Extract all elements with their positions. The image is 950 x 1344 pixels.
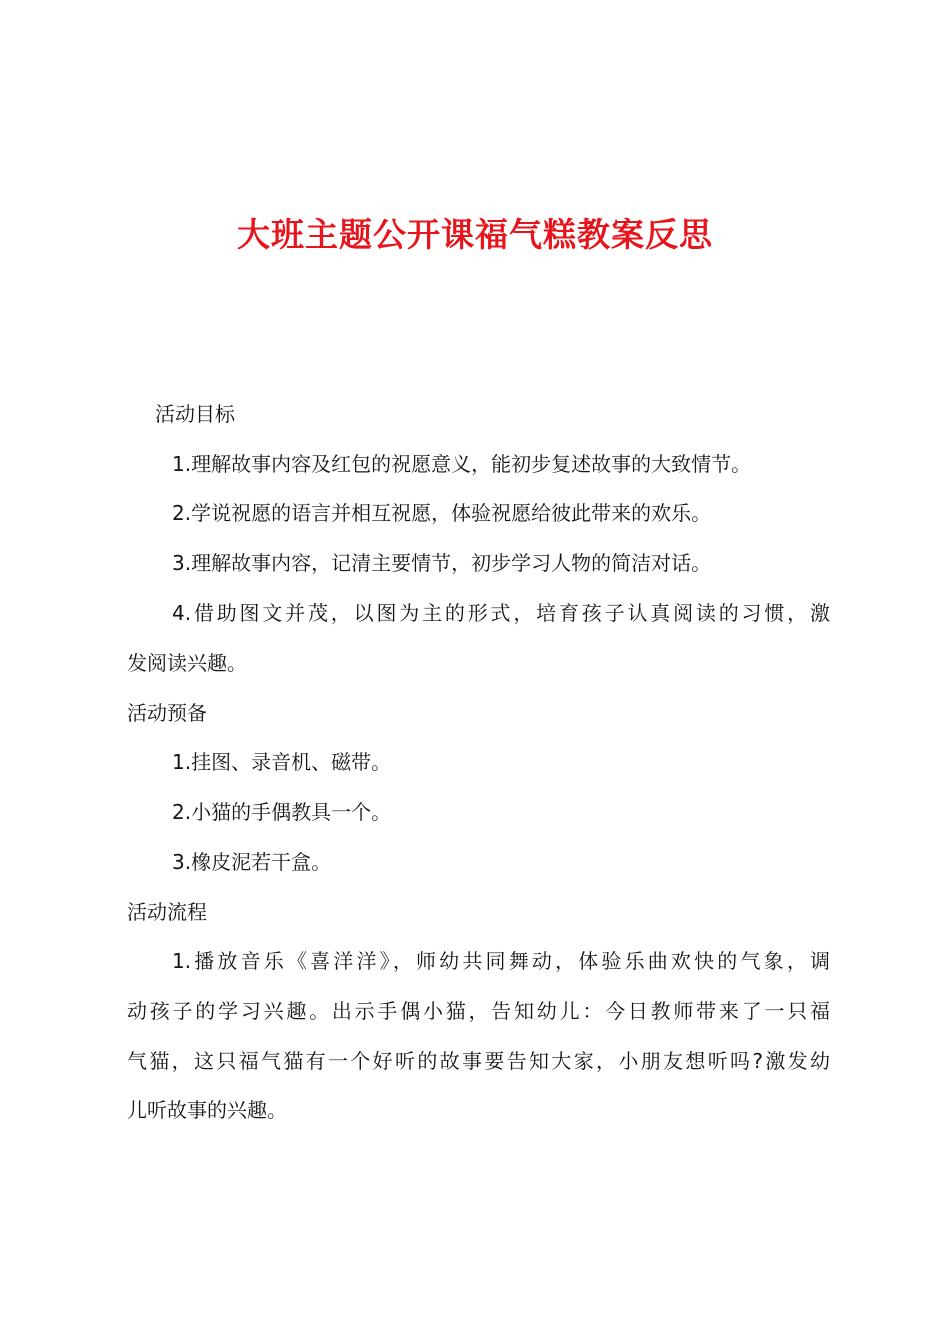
section-heading-process: 活动流程	[127, 900, 207, 924]
goal-item-4-line-1: 4.借助图文并茂，以图为主的形式，培育孩子认真阅读的习惯，激	[172, 601, 830, 625]
process-paragraph-line-1: 1.播放音乐《喜洋洋》，师幼共同舞动，体验乐曲欢快的气象，调	[172, 949, 830, 973]
preparation-item-2: 2.小猫的手偶教具一个。	[172, 800, 392, 824]
goal-item-1: 1.理解故事内容及红包的祝愿意义，能初步复述故事的大致情节。	[172, 452, 752, 476]
document-title: 大班主题公开课福气糕教案反思	[237, 215, 713, 254]
preparation-item-3: 3.橡皮泥若干盒。	[172, 850, 332, 874]
goal-item-2: 2.学说祝愿的语言并相互祝愿，体验祝愿给彼此带来的欢乐。	[172, 501, 712, 525]
goal-item-4-line-2: 发阅读兴趣。	[127, 651, 247, 675]
section-heading-goals: 活动目标	[155, 402, 235, 426]
process-paragraph-line-2: 动孩子的学习兴趣。出示手偶小猫，告知幼儿：今日教师带来了一只福	[127, 999, 830, 1023]
process-paragraph-line-4: 儿听故事的兴趣。	[127, 1098, 287, 1122]
preparation-item-1: 1.挂图、录音机、磁带。	[172, 750, 392, 774]
section-heading-preparation: 活动预备	[127, 701, 207, 725]
process-paragraph-line-3: 气猫，这只福气猫有一个好听的故事要告知大家，小朋友想听吗?激发幼	[127, 1049, 830, 1073]
goal-item-3: 3.理解故事内容，记清主要情节，初步学习人物的简洁对话。	[172, 551, 712, 575]
